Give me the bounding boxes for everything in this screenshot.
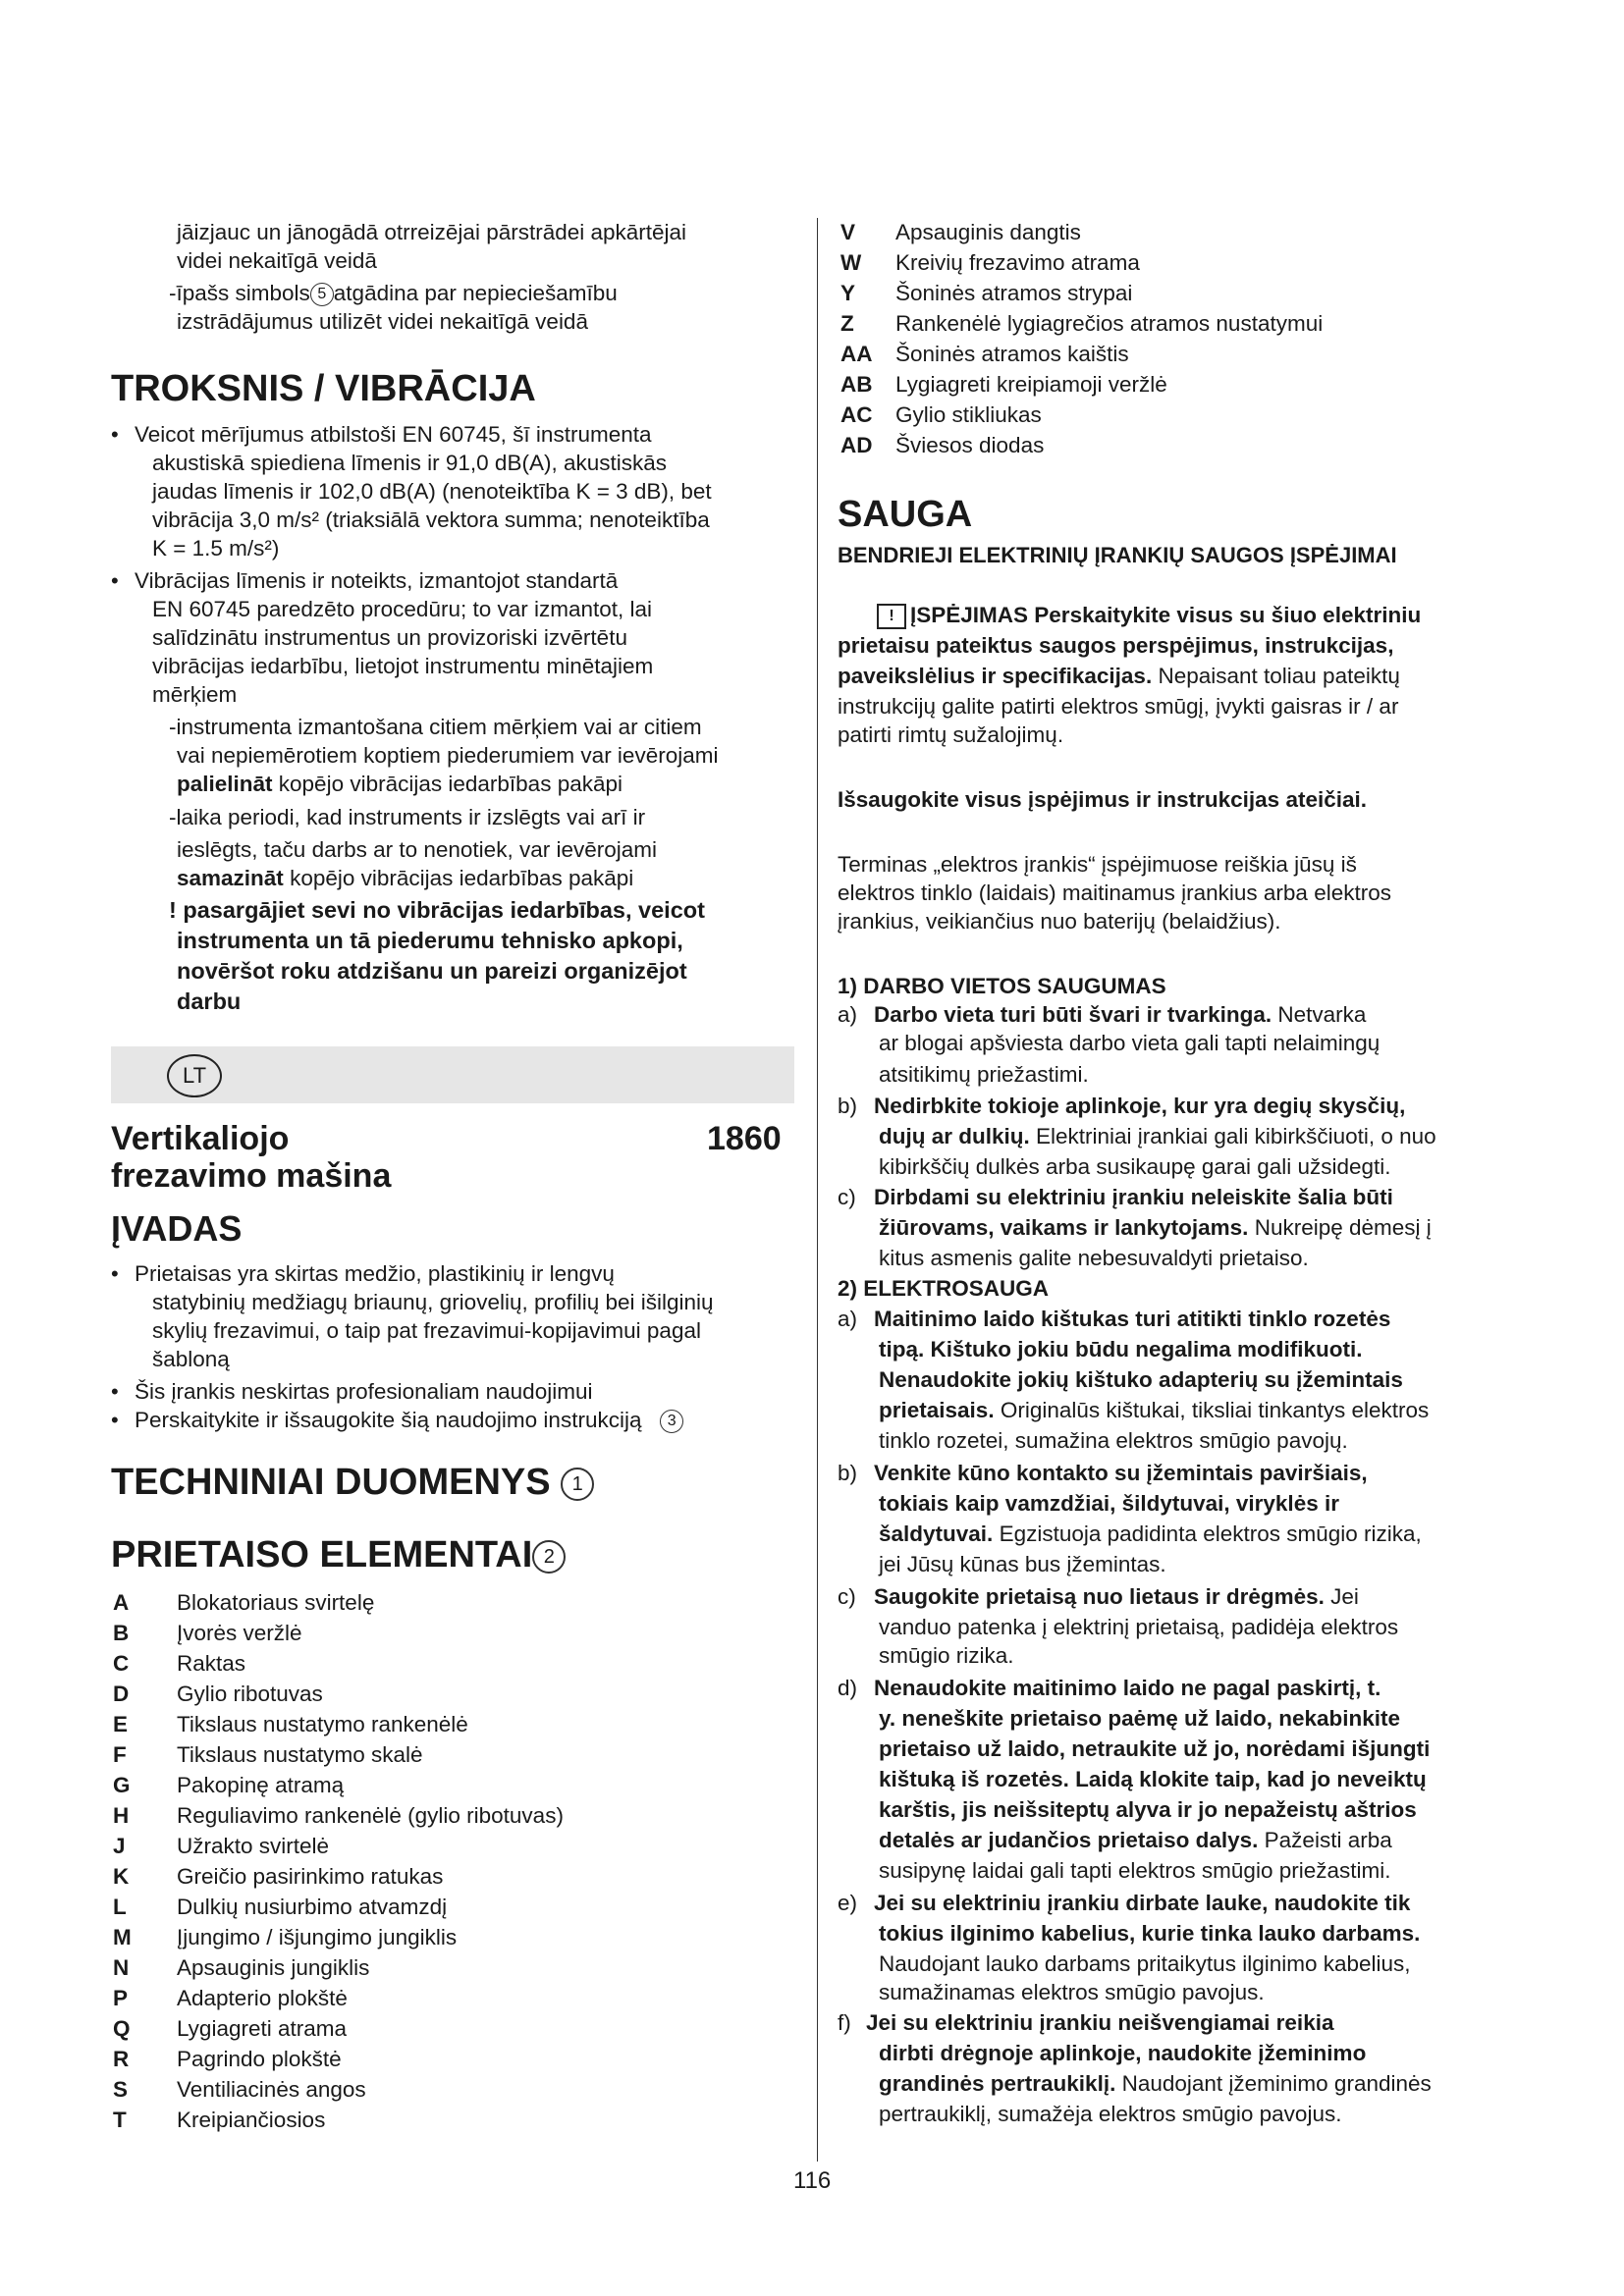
item-label: b) [838,1461,858,1485]
element-label: Reguliavimo rankenėlė (gylio ribotuvas) [177,1803,564,1828]
element-key: M [113,1925,132,1949]
safety-heading: SAUGA [838,494,973,535]
safety-item [879,1396,1429,1424]
safety-text: jei Jūsų kūnas bus įžemintas. [879,1552,1166,1576]
intro-text: skylių frezavimui, o taip pat frezavimui-kopijavimui pagal [152,1318,701,1343]
noise-text: Vibrācijas līmenis ir noteikts, izmantojot standartā [135,568,619,593]
bullet-icon: • [111,1261,119,1286]
element-label: Gylio stikliukas [895,402,1042,427]
element-key: F [113,1742,127,1767]
emphasis: Darbo vieta turi būti švari ir tvarkinga. [874,1002,1272,1027]
elements-title: PRIETAISO ELEMENTAI [111,1534,533,1575]
element-key: J [113,1834,126,1858]
safety-warning [877,601,1421,629]
element-label: Rankenėlė lygiagrečios atramos nustatymui [895,311,1324,336]
warning-text: Nepaisant toliau pateiktų [1152,664,1400,688]
section-title: 1) DARBO VIETOS SAUGUMAS [838,974,1166,998]
warning-text: ĮSPĖJIMAS Perskaitykite visus su šiuo elektriniu [910,603,1422,627]
tech-title: TECHNINIAI DUOMENYS [111,1462,551,1503]
safety-text: Pažeisti arba [1258,1828,1392,1852]
element-label: Apsauginis dangtis [895,220,1081,244]
element-key: G [113,1773,131,1797]
element-key: E [113,1712,129,1736]
intro-text: šabloną [152,1347,230,1371]
safety-item: Nedirbkite tokioje aplinkoje, kur yra degių skysčių, [874,1094,1406,1118]
noise-text: -laika periodi, kad instruments ir izslēgts vai arī ir [169,805,646,829]
element-key: L [113,1895,127,1919]
noise-text: salīdzinātu instrumentus un provizoriski izvērtētu [152,625,627,650]
noise-text: mērķiem [152,682,238,707]
element-key: S [113,2077,129,2102]
product-name: Vertikaliojo [111,1120,290,1157]
element-label: Kreivių frezavimo atrama [895,250,1140,275]
safety-item: Dirbdami su elektriniu įrankiu neleiskite šalia būti [874,1185,1393,1209]
safety-text: Egzistuoja padidinta elektros smūgio rizika, [993,1522,1422,1546]
safety-item: dirbti drėgnoje aplinkoje, naudokite įžeminimo [879,2041,1367,2065]
safety-subheading: BENDRIEJI ELEKTRINIŲ ĮRANKIŲ SAUGOS ĮSPĖJIMAI [838,543,1397,567]
element-label: Raktas [177,1651,246,1676]
item-label: c) [838,1584,856,1609]
safety-text: tinklo rozetei, sumažina elektros smūgio pavojų. [879,1428,1348,1453]
vibration-warning: instrumenta un tā piederumu tehnisko apkopi, [177,928,683,953]
element-label: Adapterio plokštė [177,1986,348,2010]
element-label: Užrakto svirtelė [177,1834,330,1858]
element-label: Blokatoriaus svirtelę [177,1590,375,1615]
safety-item [874,1582,1359,1611]
element-label: Šoninės atramos strypai [895,281,1133,305]
product-name: frezavimo mašina [111,1157,392,1195]
element-label: Gylio ribotuvas [177,1682,323,1706]
item-label: a) [838,1307,858,1331]
section-title: 2) ELEKTROSAUGA [838,1276,1050,1301]
element-key: P [113,1986,129,2010]
vibration-warning: darbu [177,988,242,1014]
warning-icon: ! [877,604,906,629]
element-key: N [113,1955,130,1980]
element-label: Tikslaus nustatymo skalė [177,1742,423,1767]
element-key: AC [840,402,873,427]
safety-text: smūgio rizika. [879,1643,1014,1668]
noise-heading: TROKSNIS / VIBRĀCIJA [111,368,536,409]
page-number: 116 [793,2167,832,2194]
emphasis: grandinės pertraukiklį. [879,2071,1116,2096]
safety-text: ar blogai apšviesta darbo vieta gali tapti nelaimingų [879,1031,1380,1055]
element-key: H [113,1803,130,1828]
element-key: Y [840,281,856,305]
item-label: d) [838,1676,858,1700]
safety-text: pertraukiklį, sumažėja elektros smūgio pavojus. [879,2102,1342,2126]
intro-line: jāizjauc un jānogādā otrreizējai pārstrādei apkārtējai [177,220,687,244]
emphasis: šaldytuvai. [879,1522,994,1546]
element-key: R [113,2047,130,2071]
term-text: elektros tinklo (laidais) maitinamus įrankius arba elektros [838,881,1391,905]
element-label: Ventiliacinės angos [177,2077,366,2102]
element-label: Lygiagreti atrama [177,2016,348,2041]
safety-item: Maitinimo laido kištukas turi atitikti tinklo rozetės [874,1307,1391,1331]
safety-item [879,1122,1436,1150]
tech-heading [111,1461,594,1504]
intro-line: izstrādājumus utilizēt videi nekaitīgā veidā [177,309,588,334]
emphasis: samazināt [177,866,284,890]
noise-text: kopējo vibrācijas iedarbības pakāpi [272,772,623,796]
safety-item: kištuką iš rozetės. Laidą klokite taip, kad jo neveiktų [879,1767,1427,1791]
noise-text: kopējo vibrācijas iedarbības pakāpi [283,866,634,890]
safety-warning: prietaisu pateiktus saugos perspėjimus, instrukcijas, [838,633,1394,658]
element-key: V [840,220,856,244]
noise-text: jaudas līmenis ir 102,0 dB(A) (nenoteiktība K = 3 dB), bet [152,479,712,504]
noise-text [177,864,633,892]
safety-text: kitus asmenis galite nebesuvaldyti prietaiso. [879,1246,1309,1270]
term-text: įrankius, veikiančius nuo baterijų (belaidžius). [838,909,1281,934]
element-key: AB [840,372,873,397]
intro-text: -īpašs simbols [169,281,310,305]
intro-text: Perskaitykite ir išsaugokite šią naudojimo instrukciją [135,1408,642,1432]
intro-heading: ĮVADAS [111,1208,243,1249]
safety-text: Nukreipę dėmesį į [1248,1215,1432,1240]
noise-text: vibrācija 3,0 m/s² (triaksiālā vektora summa; nenoteiktība [152,507,710,532]
safety-item: karštis, jis neišsiteptų alyva ir jo nepažeistų aštrios [879,1797,1417,1822]
elements-heading [111,1533,566,1576]
safety-item: Venkite kūno kontakto su įžemintais paviršiais, [874,1461,1368,1485]
column-divider [817,218,818,2162]
safety-text: Naudojant lauko darbams pritaikytus ilginimo kabelius, [879,1951,1411,1976]
safety-item [879,1213,1432,1242]
element-label: Lygiagreti kreipiamoji veržlė [895,372,1167,397]
element-key: C [113,1651,130,1676]
noise-text: vai nepiemērotiem koptiem piederumiem var ievērojami [177,743,719,768]
element-key: AA [840,342,873,366]
element-label: Įjungimo / išjungimo jungiklis [177,1925,458,1949]
circled-number: 2 [532,1540,566,1574]
emphasis: Saugokite prietaisą nuo lietaus ir drėgmės. [874,1584,1325,1609]
product-model: 1860 [707,1120,782,1157]
bullet-icon: • [111,422,119,447]
element-label: Tikslaus nustatymo rankenėlė [177,1712,468,1736]
element-label: Apsauginis jungiklis [177,1955,370,1980]
safety-text: Naudojant įžeminimo grandinės [1115,2071,1432,2096]
element-label: Šviesos diodas [895,433,1045,457]
safety-item [879,1826,1392,1854]
element-label: Kreipiančiosios [177,2108,326,2132]
intro-text: Šis įrankis neskirtas profesionaliam naudojimui [135,1379,593,1404]
element-key: Z [840,311,854,336]
keep-instructions: Išsaugokite visus įspėjimus ir instrukcijas ateičiai. [838,787,1367,812]
item-label: a) [838,1002,858,1027]
element-key: K [113,1864,130,1889]
noise-text: Veicot mērījumus atbilstoši EN 60745, šī instrumenta [135,422,652,447]
noise-text: -instrumenta izmantošana citiem mērķiem vai ar citiem [169,715,702,739]
intro-text: statybinių medžiagų briaunų, griovelių, profilių bei išilginių [152,1290,714,1314]
element-label: Įvorės veržlė [177,1621,302,1645]
noise-text: EN 60745 paredzēto procedūru; to var izmantot, lai [152,597,653,621]
term-text: Terminas „elektros įrankis“ įspėjimuose reiškia jūsų iš [838,852,1357,877]
safety-item: tokiais kaip vamzdžiai, šildytuvai, viryklės ir [879,1491,1339,1516]
noise-text: vibrācijas iedarbību, lietojot instrumentu minētajiem [152,654,654,678]
intro-text [135,1406,683,1434]
vibration-warning: novēršot roku atdzišanu un pareizi organizējot [177,958,687,984]
safety-text: susipynę laidai gali tapti elektros smūgio priežastimi. [879,1858,1391,1883]
safety-item: prietaiso už laido, netraukite už jo, norėdami išjungti [879,1736,1431,1761]
element-key: A [113,1590,130,1615]
intro-line [169,279,618,307]
circled-number: 3 [660,1410,683,1433]
safety-text: sumažinamas elektros smūgio pavojus. [879,1980,1265,2004]
element-key: T [113,2108,127,2132]
element-label: Pagrindo plokštė [177,2047,342,2071]
element-label: Šoninės atramos kaištis [895,342,1129,366]
safety-item: tipą. Kištuko jokiu būdu negalima modifikuoti. [879,1337,1363,1362]
safety-item [879,2069,1432,2098]
element-key: B [113,1621,130,1645]
safety-text: atsitikimų priežastimi. [879,1062,1089,1087]
circled-number: 5 [310,283,334,306]
safety-text: Elektriniai įrankiai gali kibirkščiuoti, o nuo [1029,1124,1436,1148]
noise-text: ieslēgts, taču darbs ar to nenotiek, var ievērojami [177,837,657,862]
emphasis: dujų ar dulkių. [879,1124,1030,1148]
item-label: e) [838,1891,858,1915]
circled-number: 1 [561,1468,594,1501]
safety-text: vanduo patenka į elektrinį prietaisą, padidėja elektros [879,1615,1399,1639]
safety-warning: instrukcijų galite patirti elektros smūgį, įvykti gaisras ir / ar [838,694,1399,719]
element-label: Greičio pasirinkimo ratukas [177,1864,444,1889]
item-label: f) [838,2010,851,2035]
noise-text: akustiskā spiediena līmenis ir 91,0 dB(A), akustiskās [152,451,667,475]
item-label: b) [838,1094,858,1118]
safety-text: Netvarka [1272,1002,1367,1027]
safety-text: kibirkščių dulkės arba susikaupę garai gali užsidegti. [879,1154,1391,1179]
bullet-icon: • [111,568,119,593]
bullet-icon: • [111,1408,119,1432]
emphasis: detalės ar judančios prietaiso dalys. [879,1828,1259,1852]
intro-line: videi nekaitīgā veidā [177,248,377,273]
emphasis: žiūrovams, vaikams ir lankytojams. [879,1215,1249,1240]
safety-text: Jei [1324,1584,1359,1609]
element-key: D [113,1682,130,1706]
safety-warning [838,662,1400,690]
safety-item: tokius ilginimo kabelius, kurie tinka lauko darbams. [879,1921,1421,1946]
intro-text: atgādina par nepieciešamību [333,281,618,305]
item-label: c) [838,1185,856,1209]
noise-text [177,770,623,798]
safety-item: Jei su elektriniu įrankiu dirbate lauke, naudokite tik [874,1891,1411,1915]
safety-warning: patirti rimtų sužalojimų. [838,722,1064,747]
safety-item: y. neneškite prietaiso paėmę už laido, nekabinkite [879,1706,1401,1731]
intro-text: Prietaisas yra skirtas medžio, plastikinių ir lengvų [135,1261,615,1286]
element-key: W [840,250,862,275]
element-key: Q [113,2016,131,2041]
bullet-icon: • [111,1379,119,1404]
emphasis: prietaisais. [879,1398,995,1422]
safety-item [879,1520,1422,1548]
element-label: Dulkių nusiurbimo atvamzdį [177,1895,448,1919]
element-label: Pakopinę atramą [177,1773,345,1797]
safety-item [874,1000,1366,1029]
noise-text: K = 1.5 m/s²) [152,536,280,561]
safety-text: Originalūs kištukai, tiksliai tinkantys elektros [994,1398,1430,1422]
element-key: AD [840,433,873,457]
language-badge: LT [167,1054,222,1097]
safety-item: Jei su elektriniu įrankiu neišvengiamai reikia [866,2010,1334,2035]
emphasis: paveikslėlius ir specifikacijas. [838,664,1153,688]
vibration-warning: ! pasargājiet sevi no vibrācijas iedarbības, veicot [169,897,705,923]
safety-item: Nenaudokite maitinimo laido ne pagal paskirtį, t. [874,1676,1381,1700]
emphasis: palielināt [177,772,273,796]
safety-item: Nenaudokite jokių kištuko adapterių su įžemintais [879,1367,1403,1392]
